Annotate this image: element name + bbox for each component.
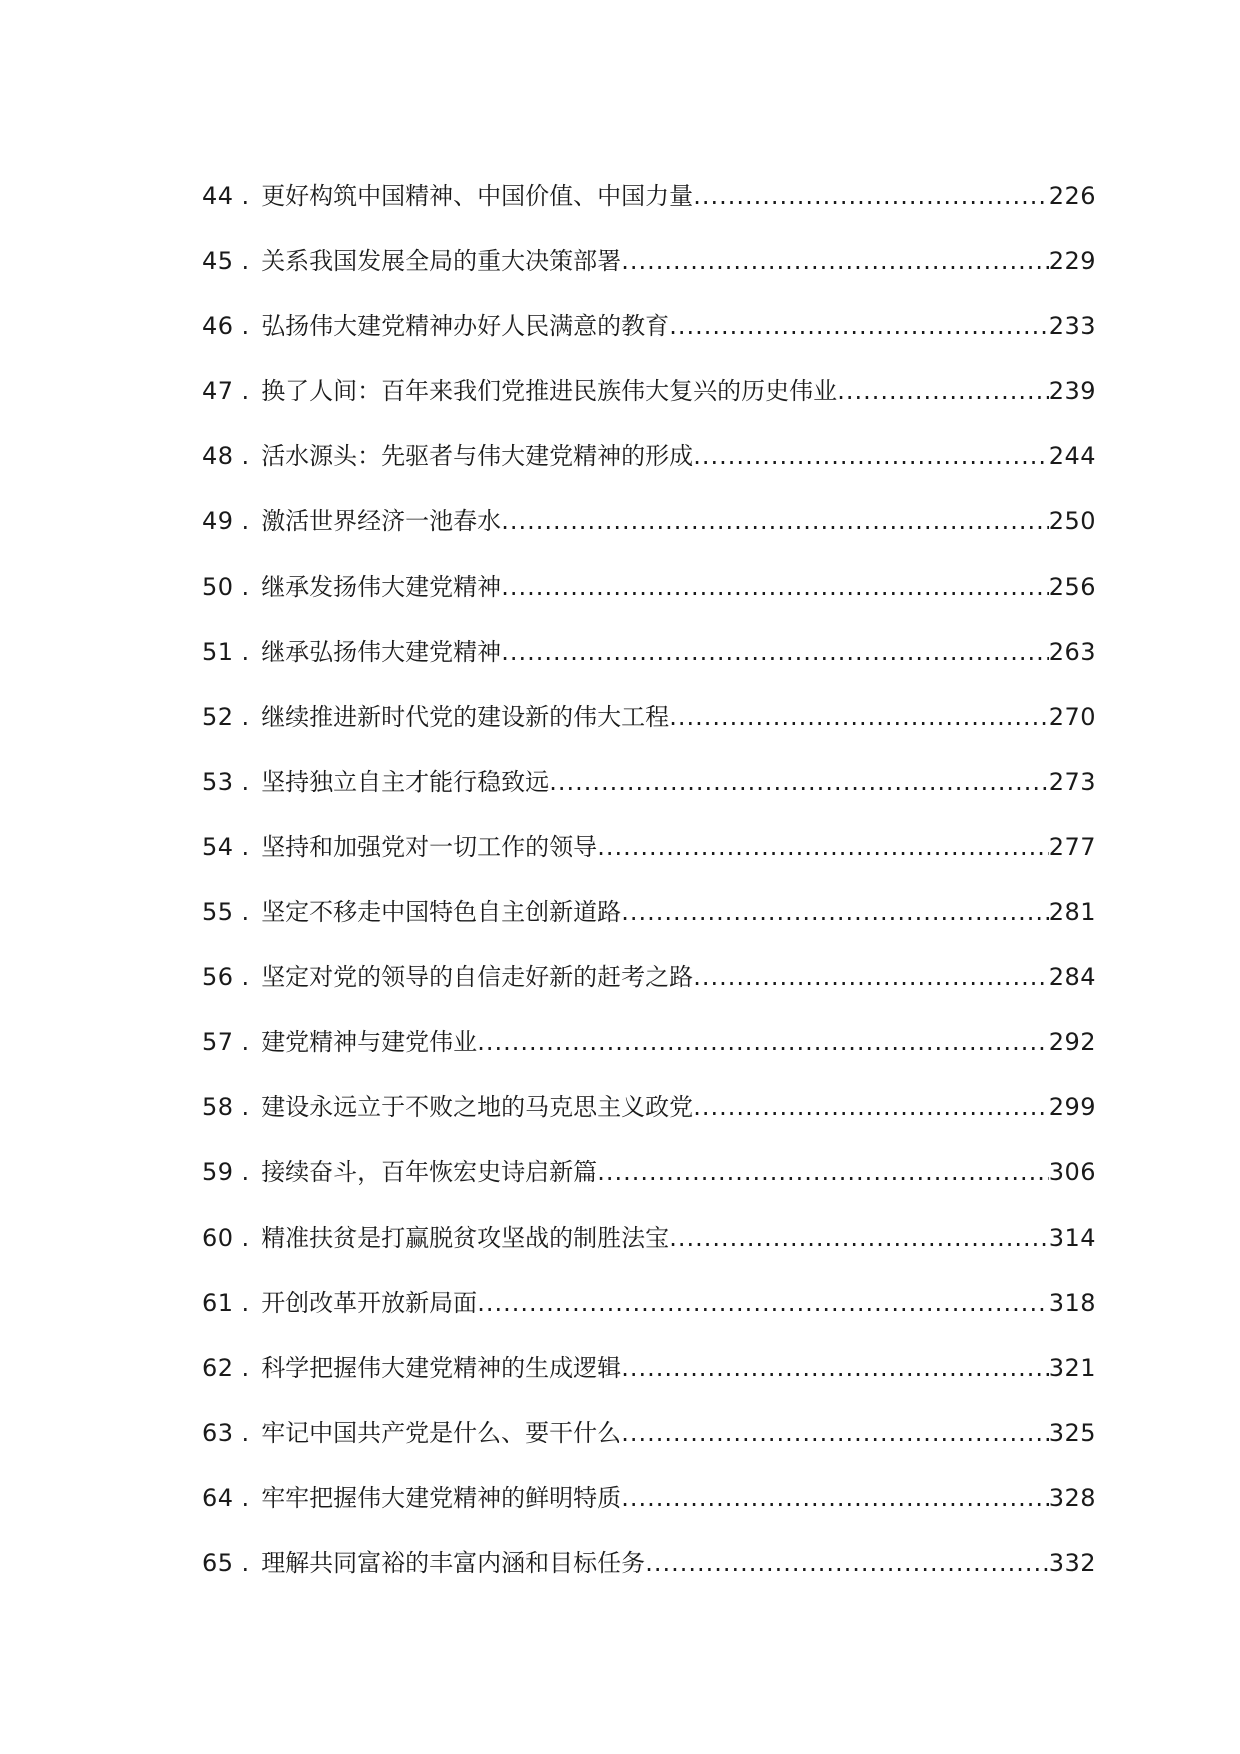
toc-dot-leader xyxy=(597,1136,1049,1209)
toc-entry-title: 开创改革开放新局面 xyxy=(261,1288,478,1317)
toc-entry-title: 科学把握伟大建党精神的生成逻辑 xyxy=(261,1353,622,1382)
toc-entry[interactable] xyxy=(202,290,1096,355)
toc-entry-number: 54 xyxy=(202,832,234,861)
toc-entry-number: 46 xyxy=(202,312,234,341)
toc-dot-leader xyxy=(669,681,1049,754)
toc-entry[interactable] xyxy=(202,681,1096,746)
toc-dot-leader xyxy=(501,485,1049,558)
toc-entry[interactable] xyxy=(202,941,1096,1006)
toc-entry-number: 44 xyxy=(202,182,234,210)
toc-entry[interactable] xyxy=(202,616,1096,681)
toc-entry-page-number: 321 xyxy=(1048,1353,1096,1382)
toc-entry-separator: . xyxy=(241,1353,250,1382)
toc-entry-page-number: 318 xyxy=(1048,1288,1096,1317)
toc-entry-page-number: 281 xyxy=(1048,898,1096,927)
toc-entry-title: 坚持独立自主才能行稳致远 xyxy=(261,767,550,796)
toc-entry-number: 58 xyxy=(202,1093,234,1122)
toc-entry-separator: . xyxy=(241,1223,250,1252)
toc-entry-title: 建党精神与建党伟业 xyxy=(261,1028,478,1057)
toc-entry-title: 继承发扬伟大建党精神 xyxy=(261,572,502,601)
toc-entry-page-number: 299 xyxy=(1048,1093,1096,1122)
toc-entry-page-number: 328 xyxy=(1048,1483,1096,1512)
toc-entry[interactable] xyxy=(202,420,1096,485)
toc-entry-title: 理解共同富裕的丰富内涵和目标任务 xyxy=(261,1548,646,1577)
toc-entry-separator: . xyxy=(241,898,250,927)
toc-dot-leader xyxy=(693,1071,1049,1144)
toc-entry-title: 牢记中国共产党是什么、要干什么 xyxy=(261,1418,622,1447)
toc-entry-page-number: 239 xyxy=(1048,377,1096,406)
toc-entry-number: 50 xyxy=(202,572,234,601)
toc-entry-separator: . xyxy=(241,1288,250,1317)
toc-entry[interactable] xyxy=(202,1202,1096,1267)
toc-dot-leader xyxy=(693,941,1049,1014)
toc-entry-separator: . xyxy=(241,1483,250,1512)
toc-entry-number: 65 xyxy=(202,1548,234,1577)
toc-dot-leader xyxy=(669,1202,1049,1275)
toc-dot-leader xyxy=(669,290,1049,363)
toc-dot-leader xyxy=(621,1332,1049,1405)
toc-entry-number: 53 xyxy=(202,767,234,796)
toc-entry-separator: . xyxy=(241,572,250,601)
toc-entry-separator: . xyxy=(241,1093,250,1122)
toc-entry-separator: . xyxy=(241,963,250,992)
toc-dot-leader xyxy=(621,1397,1049,1470)
toc-entry-title: 精准扶贫是打赢脱贫攻坚战的制胜法宝 xyxy=(261,1223,670,1252)
toc-dot-leader xyxy=(621,876,1049,949)
toc-entry-page-number: 332 xyxy=(1048,1548,1096,1577)
toc-entry-number: 48 xyxy=(202,442,234,471)
toc-entry-number: 47 xyxy=(202,377,234,406)
toc-entry-title: 激活世界经济一池春水 xyxy=(261,507,502,536)
toc-dot-leader xyxy=(837,355,1049,428)
toc-entry-title: 坚定对党的领导的自信走好新的赶考之路 xyxy=(261,963,694,992)
toc-entry-number: 63 xyxy=(202,1418,234,1447)
toc-entry-page-number: 250 xyxy=(1048,507,1096,536)
toc-dot-leader xyxy=(597,811,1049,884)
toc-entry-separator: . xyxy=(241,182,250,210)
toc-entry[interactable] xyxy=(202,485,1096,550)
toc-entry-number: 45 xyxy=(202,247,234,276)
toc-entry-title: 关系我国发展全局的重大决策部署 xyxy=(261,247,622,276)
toc-dot-leader xyxy=(621,1462,1049,1535)
toc-entry[interactable] xyxy=(202,1071,1096,1136)
toc-entry[interactable] xyxy=(202,746,1096,811)
toc-entry-number: 55 xyxy=(202,898,234,927)
toc-entry-page-number: 284 xyxy=(1048,963,1096,992)
toc-entry[interactable] xyxy=(202,876,1096,941)
toc-entry[interactable] xyxy=(202,1527,1096,1592)
toc-entry-page-number: 270 xyxy=(1048,702,1096,731)
toc-entry-separator: . xyxy=(241,507,250,536)
toc-entry-number: 57 xyxy=(202,1028,234,1057)
toc-entry[interactable] xyxy=(202,811,1096,876)
toc-entry-number: 49 xyxy=(202,507,234,536)
toc-entry-number: 59 xyxy=(202,1158,234,1187)
toc-entry-page-number: 314 xyxy=(1048,1223,1096,1252)
toc-entry-number: 56 xyxy=(202,963,234,992)
toc-entry[interactable] xyxy=(202,355,1096,420)
toc-entry[interactable] xyxy=(202,1006,1096,1071)
toc-entry-page-number: 306 xyxy=(1048,1158,1096,1187)
toc-entry-separator: . xyxy=(241,832,250,861)
toc-entry-title: 坚定不移走中国特色自主创新道路 xyxy=(261,898,622,927)
toc-entry[interactable] xyxy=(202,551,1096,616)
toc-entry-separator: . xyxy=(241,1418,250,1447)
toc-entry-separator: . xyxy=(241,767,250,796)
toc-entry[interactable] xyxy=(202,1397,1096,1462)
toc-entry[interactable] xyxy=(202,225,1096,290)
toc-entry-title: 牢牢把握伟大建党精神的鲜明特质 xyxy=(261,1483,622,1512)
toc-dot-leader xyxy=(501,616,1049,689)
toc-entry-page-number: 292 xyxy=(1048,1028,1096,1057)
table-of-contents xyxy=(202,160,1096,1592)
toc-entry-title: 继续推进新时代党的建设新的伟大工程 xyxy=(261,702,670,731)
toc-entry[interactable] xyxy=(202,160,1096,225)
toc-dot-leader xyxy=(645,1527,1049,1600)
toc-entry-page-number: 229 xyxy=(1048,247,1096,276)
toc-dot-leader xyxy=(477,1006,1049,1079)
toc-entry-separator: . xyxy=(241,1158,250,1187)
toc-entry[interactable] xyxy=(202,1332,1096,1397)
toc-dot-leader xyxy=(693,420,1049,493)
toc-entry-number: 62 xyxy=(202,1353,234,1382)
toc-entry-separator: . xyxy=(241,247,250,276)
toc-entry-separator: . xyxy=(241,377,250,406)
toc-entry-title: 活水源头：先驱者与伟大建党精神的形成 xyxy=(261,442,694,471)
toc-entry-page-number: 263 xyxy=(1048,637,1096,666)
toc-entry-page-number: 256 xyxy=(1048,572,1096,601)
toc-entry-separator: . xyxy=(241,1548,250,1577)
toc-entry-number: 64 xyxy=(202,1483,234,1512)
toc-entry-title: 建设永远立于不败之地的马克思主义政党 xyxy=(261,1093,694,1122)
toc-entry-title: 弘扬伟大建党精神办好人民满意的教育 xyxy=(261,312,670,341)
toc-entry[interactable] xyxy=(202,1267,1096,1332)
toc-entry-title: 继承弘扬伟大建党精神 xyxy=(261,637,502,666)
toc-entry-page-number: 325 xyxy=(1048,1418,1096,1447)
toc-entry-page-number: 226 xyxy=(1048,182,1096,210)
toc-dot-leader xyxy=(693,160,1049,233)
toc-dot-leader xyxy=(477,1267,1049,1340)
toc-entry-page-number: 244 xyxy=(1048,442,1096,471)
toc-entry-separator: . xyxy=(241,1028,250,1057)
toc-entry[interactable] xyxy=(202,1462,1096,1527)
toc-entry-page-number: 277 xyxy=(1048,832,1096,861)
toc-entry-title: 换了人间：百年来我们党推进民族伟大复兴的历史伟业 xyxy=(261,377,838,406)
toc-entry-title: 更好构筑中国精神、中国价值、中国力量 xyxy=(261,182,694,210)
toc-entry-number: 60 xyxy=(202,1223,234,1252)
toc-entry-title: 坚持和加强党对一切工作的领导 xyxy=(261,832,598,861)
toc-entry-separator: . xyxy=(241,637,250,666)
toc-entry-title: 接续奋斗，百年恢宏史诗启新篇 xyxy=(261,1158,598,1187)
toc-entry-separator: . xyxy=(241,442,250,471)
toc-entry-number: 52 xyxy=(202,702,234,731)
toc-entry-separator: . xyxy=(241,312,250,341)
toc-entry-number: 51 xyxy=(202,637,234,666)
toc-entry-number: 61 xyxy=(202,1288,234,1317)
toc-dot-leader xyxy=(621,225,1049,298)
toc-entry-page-number: 273 xyxy=(1048,767,1096,796)
toc-dot-leader xyxy=(501,551,1049,624)
toc-entry-separator: . xyxy=(241,702,250,731)
toc-entry[interactable] xyxy=(202,1136,1096,1201)
toc-dot-leader xyxy=(549,746,1049,819)
toc-entry-page-number: 233 xyxy=(1048,312,1096,341)
